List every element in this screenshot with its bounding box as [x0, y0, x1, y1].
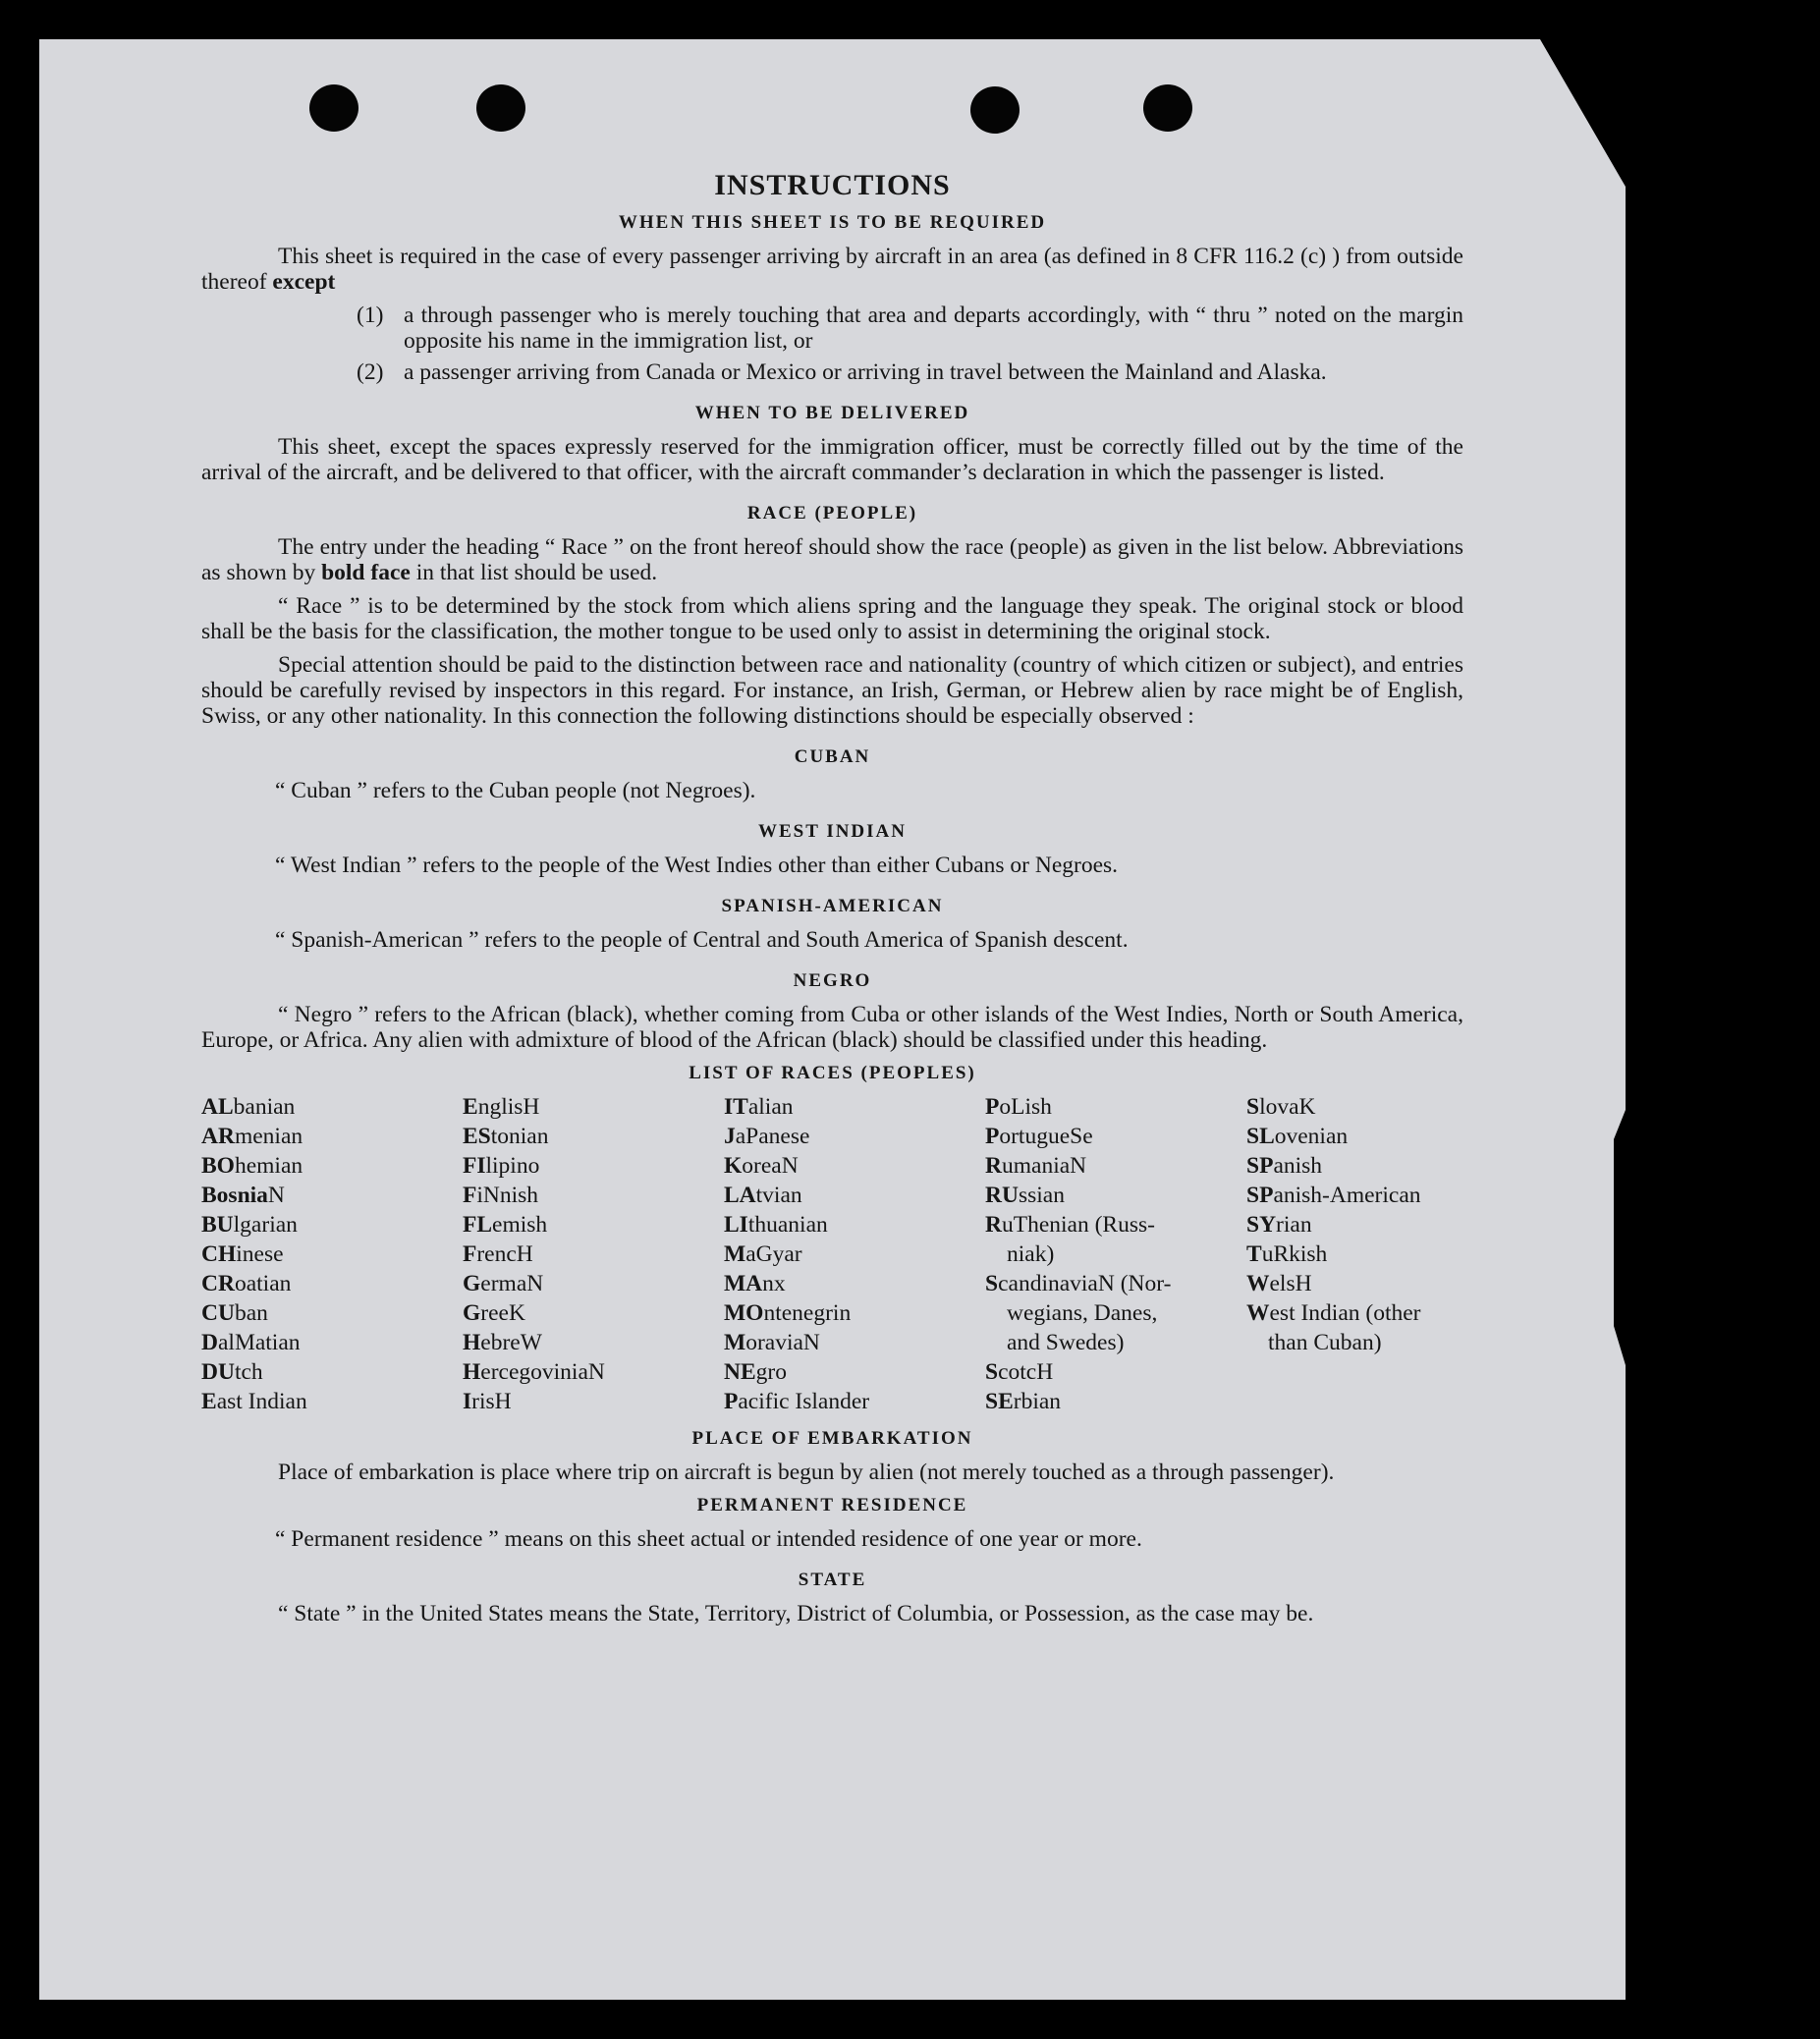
- race-abbreviation: E: [201, 1389, 217, 1414]
- race-name-rest: cotcH: [998, 1359, 1054, 1385]
- instructions-body: [201, 169, 1463, 1634]
- race-name-rest: oLish: [999, 1094, 1052, 1120]
- race-paragraph: The entry under the heading “ Race ” on the front hereof should show the race (people) as given in the list below. Abbreviations as shown by bold face in that list should be used.: [201, 534, 1463, 585]
- race-entry: [1246, 1328, 1463, 1357]
- race-abbreviation: SL: [1246, 1124, 1275, 1149]
- race-name-rest: rencH: [476, 1241, 533, 1267]
- heading-race: RACE (PEOPLE): [746, 503, 918, 524]
- heading-negro: NEGRO: [793, 970, 872, 991]
- race-entry: [463, 1357, 724, 1387]
- race-abbreviation: E: [463, 1094, 478, 1120]
- race-name-rest: nx: [762, 1271, 786, 1296]
- heading-permanent-residence: PERMANENT RESIDENCE: [696, 1495, 968, 1515]
- cuban-text: “ Cuban ” refers to the Cuban people (not Negroes).: [275, 778, 756, 803]
- exception-item: (2) a passenger arriving from Canada or Mexico or arriving in travel between the Mainland and Alaska.: [357, 359, 1327, 385]
- race-entry: [985, 1181, 1246, 1210]
- race-abbreviation: F: [463, 1183, 477, 1208]
- race-abbreviation: AR: [201, 1124, 235, 1149]
- race-entry: [1246, 1240, 1463, 1269]
- race-abbreviation: S: [1246, 1094, 1260, 1120]
- race-abbreviation: S: [985, 1359, 999, 1385]
- state-text: “ State ” in the United States means the State, Territory, District of Columbia, or Possession, as the case may be.: [278, 1601, 1314, 1626]
- race-name-rest: alian: [747, 1094, 794, 1120]
- race-entry: [1246, 1122, 1463, 1151]
- race-name-rest: alMatian: [217, 1330, 301, 1355]
- race-name-rest: ortugueSe: [999, 1124, 1093, 1149]
- race-name-rest: oraviaN: [745, 1330, 820, 1355]
- race-abbreviation: FL: [463, 1212, 493, 1238]
- embarkation-text: Place of embarkation is place where trip on aircraft is begun by alien (not merely touched as a through passenger).: [278, 1460, 1335, 1485]
- race-name-rest: inese: [236, 1241, 284, 1267]
- race-name-rest: ermaN: [480, 1271, 544, 1296]
- spanish-american-text: “ Spanish-American ” refers to the people of Central and South America of Spanish descent.: [275, 927, 1129, 953]
- heading-spanish-american: SPANISH-AMERICAN: [721, 896, 944, 916]
- race-abbreviation: G: [463, 1271, 481, 1296]
- race-abbreviation: K: [724, 1153, 743, 1179]
- race-column: [985, 1092, 1246, 1416]
- race-entry: [724, 1240, 985, 1269]
- race-name-rest: gro: [755, 1359, 787, 1385]
- race-abbreviation: CH: [201, 1241, 237, 1267]
- race-abbreviation: D: [201, 1330, 218, 1355]
- race-abbreviation: M: [724, 1241, 746, 1267]
- race-entry: [985, 1387, 1246, 1416]
- race-paragraph: “ Race ” is to be determined by the stock from which aliens spring and the language they speak. The original stock or blood shall be the basis for the classification, the mother tongue to be used only to assist in determining the original stock.: [201, 593, 1463, 644]
- race-name-rest: menian: [234, 1124, 303, 1149]
- race-entry: [463, 1181, 724, 1210]
- race-name-rest: ntenegrin: [763, 1300, 852, 1326]
- punch-hole: [970, 86, 1020, 134]
- race-entry: [201, 1269, 463, 1298]
- race-entry: [985, 1269, 1246, 1298]
- race-name-rest: N: [267, 1183, 285, 1208]
- race-abbreviation: I: [463, 1389, 472, 1414]
- race-abbreviation: AL: [201, 1094, 234, 1120]
- race-entry: [985, 1298, 1246, 1328]
- race-name-rest: tch: [234, 1359, 263, 1385]
- race-abbreviation: Bosnia: [201, 1183, 268, 1208]
- race-list: [201, 1092, 1463, 1416]
- race-entry: [201, 1122, 463, 1151]
- race-entry: [985, 1328, 1246, 1357]
- race-entry: [201, 1240, 463, 1269]
- race-abbreviation: M: [724, 1330, 746, 1355]
- race-entry: [1246, 1298, 1463, 1328]
- punch-hole: [1143, 84, 1192, 132]
- race-abbreviation: LI: [724, 1212, 748, 1238]
- race-abbreviation: BU: [201, 1212, 234, 1238]
- race-abbreviation: MA: [724, 1271, 763, 1296]
- race-abbreviation: RU: [985, 1183, 1019, 1208]
- race-entry: [201, 1181, 463, 1210]
- race-name-rest: ssian: [1018, 1183, 1065, 1208]
- race-entry: [724, 1210, 985, 1240]
- race-entry: [463, 1122, 724, 1151]
- heading-cuban: CUBAN: [794, 746, 871, 767]
- race-name-rest: ban: [234, 1300, 268, 1326]
- heading-west-indian: WEST INDIAN: [758, 821, 907, 842]
- race-name-rest: anish: [1273, 1153, 1323, 1179]
- race-name-rest: uThenian (Russ-: [1001, 1212, 1155, 1238]
- punch-hole: [476, 84, 525, 132]
- race-entry: [724, 1269, 985, 1298]
- race-entry: [463, 1210, 724, 1240]
- when-required-intro: This sheet is required in the case of every passenger arriving by aircraft in an area (as defined in 8 CFR 116.2 (c) ) from outside thereof except: [201, 244, 1463, 295]
- race-entry: [724, 1181, 985, 1210]
- race-entry: [985, 1357, 1246, 1387]
- race-abbreviation: J: [724, 1124, 736, 1149]
- race-abbreviation: P: [985, 1094, 1000, 1120]
- race-entry: [985, 1240, 1246, 1269]
- race-name-rest: anish-American: [1273, 1183, 1421, 1208]
- race-entry: [1246, 1092, 1463, 1122]
- race-name-rest: tonian: [490, 1124, 549, 1149]
- exception-item: (1) a through passenger who is merely touching that area and departs accordingly, with “ thru ” noted on the margin opposite his name in the immigration list, or: [357, 303, 1463, 354]
- race-name-rest: tvian: [755, 1183, 802, 1208]
- race-abbreviation: SY: [1246, 1212, 1277, 1238]
- race-abbreviation: BO: [201, 1153, 235, 1179]
- race-entry: [201, 1210, 463, 1240]
- race-name-rest: ast Indian: [216, 1389, 307, 1414]
- permanent-residence-text: “ Permanent residence ” means on this sheet actual or intended residence of one year or more.: [275, 1526, 1142, 1552]
- race-name-rest: est Indian (other: [1269, 1300, 1421, 1326]
- race-entry: [1246, 1151, 1463, 1181]
- race-entry: [1246, 1269, 1463, 1298]
- race-entry: [201, 1357, 463, 1387]
- race-column: [201, 1092, 463, 1416]
- race-abbreviation: SE: [985, 1389, 1014, 1414]
- race-name-rest: reeK: [480, 1300, 525, 1326]
- west-indian-text: “ West Indian ” refers to the people of the West Indies other than either Cubans or Negroes.: [275, 853, 1119, 878]
- page-title: INSTRUCTIONS: [714, 169, 951, 201]
- race-abbreviation: IT: [724, 1094, 748, 1120]
- race-name-rest: umaniaN: [1001, 1153, 1087, 1179]
- race-name-rest: acific Islander: [738, 1389, 870, 1414]
- race-entry: [201, 1151, 463, 1181]
- race-abbreviation: CR: [201, 1271, 235, 1296]
- heading-embarkation: PLACE OF EMBARKATION: [691, 1428, 973, 1449]
- race-abbreviation: S: [985, 1271, 999, 1296]
- race-name-rest: banian: [233, 1094, 296, 1120]
- race-name-rest: hemian: [234, 1153, 303, 1179]
- race-name-rest: ebreW: [480, 1330, 542, 1355]
- race-entry: [201, 1328, 463, 1357]
- race-entry: [463, 1269, 724, 1298]
- race-entry: [724, 1122, 985, 1151]
- race-abbreviation: ES: [463, 1124, 491, 1149]
- race-name-rest: oreaN: [742, 1153, 799, 1179]
- race-name-rest: rbian: [1013, 1389, 1062, 1414]
- race-abbreviation: SP: [1246, 1153, 1274, 1179]
- race-entry: [724, 1092, 985, 1122]
- race-entry: [463, 1151, 724, 1181]
- race-name-rest: lgarian: [233, 1212, 298, 1238]
- race-entry: [201, 1298, 463, 1328]
- race-name-rest: candinaviaN (Nor-: [998, 1271, 1172, 1296]
- race-entry: [985, 1210, 1246, 1240]
- race-name-rest: elsH: [1269, 1271, 1312, 1296]
- race-abbreviation: P: [724, 1389, 739, 1414]
- race-entry: [463, 1092, 724, 1122]
- race-name-rest: ovenian: [1274, 1124, 1349, 1149]
- race-entry: [724, 1328, 985, 1357]
- race-entry: [463, 1328, 724, 1357]
- negro-text: “ Negro ” refers to the African (black), whether coming from Cuba or other islands of the West Indies, North or South America, Europe, or Africa. Any alien with admixture of blood of the African (black) should be classified under this heading.: [201, 1002, 1463, 1053]
- race-abbreviation: FI: [463, 1153, 486, 1179]
- race-entry: [724, 1357, 985, 1387]
- race-name-rest: oatian: [234, 1271, 292, 1296]
- race-abbreviation: T: [1246, 1241, 1262, 1267]
- race-name-rest: niak): [1007, 1241, 1055, 1267]
- race-name-rest: aGyar: [745, 1241, 802, 1267]
- race-name-rest: uRkish: [1261, 1241, 1328, 1267]
- race-entry: [463, 1387, 724, 1416]
- race-abbreviation: DU: [201, 1359, 235, 1385]
- race-abbreviation: R: [985, 1153, 1002, 1179]
- heading-state: STATE: [798, 1570, 867, 1590]
- race-name-rest: emish: [492, 1212, 548, 1238]
- race-entry: [1246, 1210, 1463, 1240]
- race-name-rest: and Swedes): [1007, 1330, 1125, 1355]
- race-entry: [463, 1240, 724, 1269]
- race-name-rest: aPanese: [735, 1124, 810, 1149]
- race-abbreviation: W: [1246, 1271, 1270, 1296]
- race-abbreviation: G: [463, 1300, 481, 1326]
- race-abbreviation: H: [463, 1359, 481, 1385]
- race-abbreviation: NE: [724, 1359, 756, 1385]
- race-abbreviation: P: [985, 1124, 1000, 1149]
- race-abbreviation: H: [463, 1330, 481, 1355]
- race-name-rest: iNnish: [476, 1183, 539, 1208]
- race-name-rest: than Cuban): [1268, 1330, 1382, 1355]
- race-entry: [724, 1387, 985, 1416]
- race-entry: [201, 1092, 463, 1122]
- race-entry: [1246, 1181, 1463, 1210]
- race-abbreviation: F: [463, 1241, 477, 1267]
- race-entry: [985, 1151, 1246, 1181]
- race-column: [724, 1092, 985, 1416]
- race-abbreviation: W: [1246, 1300, 1270, 1326]
- race-entry: [985, 1092, 1246, 1122]
- heading-list-of-races: LIST OF RACES (PEOPLES): [689, 1063, 976, 1083]
- race-entry: [724, 1151, 985, 1181]
- race-column: [1246, 1092, 1463, 1416]
- race-name-rest: nglisH: [477, 1094, 540, 1120]
- punch-hole: [309, 84, 358, 132]
- race-paragraph: Special attention should be paid to the distinction between race and nationality (country of which citizen or subject), and entries should be carefully revised by inspectors in this regard. For instance, an Irish, German, or Hebrew alien by race might be of English, Swiss, or any other nationality. In this connection the following distinctions should be especially observed :: [201, 652, 1463, 729]
- race-abbreviation: SP: [1246, 1183, 1274, 1208]
- race-name-rest: thuanian: [747, 1212, 828, 1238]
- race-column: [463, 1092, 724, 1416]
- race-entry: [985, 1122, 1246, 1151]
- race-name-rest: lovaK: [1259, 1094, 1316, 1120]
- when-delivered-text: This sheet, except the spaces expressly reserved for the immigration officer, must be correctly filled out by the time of the arrival of the aircraft, and be delivered to that officer, with the aircraft commander’s declaration in which the passenger is listed.: [201, 434, 1463, 485]
- race-abbreviation: R: [985, 1212, 1002, 1238]
- heading-when-delivered: WHEN TO BE DELIVERED: [694, 403, 970, 423]
- race-entry: [463, 1298, 724, 1328]
- race-entry: [201, 1387, 463, 1416]
- race-abbreviation: CU: [201, 1300, 235, 1326]
- race-name-rest: ercegoviniaN: [480, 1359, 605, 1385]
- race-entry: [724, 1298, 985, 1328]
- heading-when-required: WHEN THIS SHEET IS TO BE REQUIRED: [618, 212, 1047, 233]
- race-name-rest: risH: [471, 1389, 512, 1414]
- race-name-rest: wegians, Danes,: [1007, 1300, 1158, 1326]
- race-name-rest: lipino: [485, 1153, 540, 1179]
- race-abbreviation: MO: [724, 1300, 764, 1326]
- race-abbreviation: LA: [724, 1183, 756, 1208]
- race-name-rest: rian: [1276, 1212, 1312, 1238]
